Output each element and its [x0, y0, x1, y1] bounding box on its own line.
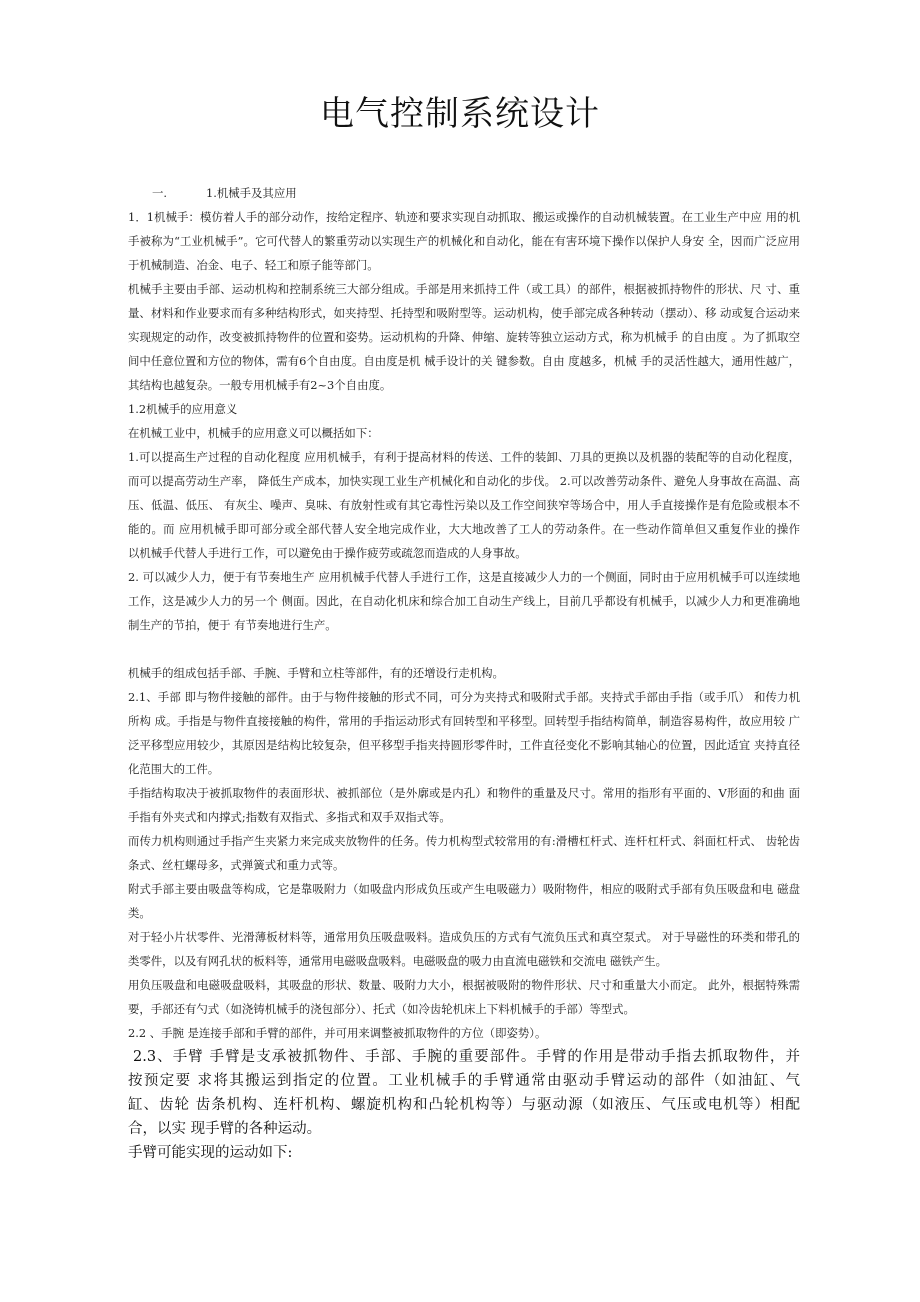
paragraph-line: 量、材料和作业要求而有多种结构形式，如夹持型、托持型和吸附型等。运动机构，使手部完成各种转动（摆动）、移 动或复合运动来 [128, 306, 800, 320]
paragraph-line: 要，手部还有勺式（如浇铸机械手的浇包部分）、托式（如冷齿轮机床上下料机械手的手部）等型式。 [128, 1002, 635, 1016]
paragraph-line: 1．1机械手：模仿着人手的部分动作，按给定程序、轨迹和要求实现自动抓取、搬运或操作的自动机械装置。在工业生产中应 用的机 [128, 210, 800, 224]
paragraph-line: 手臂可能实现的运动如下: [128, 1145, 293, 1161]
paragraph-line: 以机械手代替人手进行工作，可以避免由于操作疲劳或疏忽而造成的人身事故。 [128, 546, 527, 560]
paragraph-line: 手指结构取决于被抓取物件的表面形状、被抓部位（是外廓或是内孔）和物件的重量及尺寸。常用的指形有平面的、V形面的和曲 面 [128, 786, 800, 800]
paragraph-line: 其结构也越复杂。一般专用机械手有2~3个自由度。 [128, 378, 392, 392]
section-heading-text: 1.机械手及其应用 [206, 186, 297, 200]
paragraph [128, 829, 800, 877]
paragraph [128, 973, 800, 1021]
paragraph-line: 附式手部主要由吸盘等构成，它是靠吸附力（如吸盘内形成负压或产生电吸磁力）吸附物件，相应的吸附式手部有负压吸盘和电 磁盘 [128, 882, 800, 896]
paragraph-line: 而传力机构则通过手指产生夹紧力来完成夹放物件的任务。传力机构型式较常用的有:滑槽杠杆式、连杆杠杆式、斜面杠杆式、 齿轮齿 [128, 834, 800, 848]
paragraph-line: 2.1、手部 即与物件接触的部件。由于与物件接触的形式不同，可分为夹持式和吸附式手部。夹持式手部由手指（或手爪） 和传力机 [128, 690, 800, 704]
paragraph-line: 化范围大的工件。 [128, 762, 220, 776]
paragraph [128, 565, 800, 637]
document-body [128, 181, 800, 1165]
document-title: 电气控制系统设计 [320, 94, 600, 134]
paragraph-line: 条式、丝杠螺母多，式弹簧式和重力式等。 [128, 858, 345, 872]
paragraph [128, 661, 800, 685]
paragraph [128, 1021, 800, 1045]
paragraph [128, 1141, 800, 1165]
paragraph-line: 用负压吸盘和电磁吸盘吸料，其吸盘的形状、数量、吸附力大小，根据被吸附的物件形状、尺寸和重量大小而定。 此外，根据特殊需 [128, 978, 800, 992]
paragraph-line: 按预定要 求将其搬运到指定的位置。工业机械手的手臂通常由驱动手臂运动的部件（如油缸、气 [128, 1073, 800, 1089]
paragraph-line: 手指有外夹式和内撑式;指数有双指式、多指式和双手双指式等。 [128, 810, 451, 824]
paragraph-line: 压、低温、低压、 有灰尘、噪声、臭味、有放射性或有其它毒性污染以及工作空间狭窄等场合中，用人手直接操作是有危险或根本不 [128, 498, 800, 512]
paragraph-line: 合，以实 现手臂的各种运动。 [128, 1121, 322, 1137]
paragraph-line: 而可以提高劳动生产率， 降低生产成本，加快实现工业生产机械化和自动化的步伐。 2.可以改善劳动条件、避免人身事故在高温、高 [128, 474, 800, 488]
section-number: 一. [152, 186, 168, 200]
paragraph-line: 手被称为“工业机械手”。它可代替人的繁重劳动以实现生产的机械化和自动化，能在有害环境下操作以保护人身安 全，因而广泛应用 [128, 234, 800, 248]
paragraph-line: 2.3、手臂 手臂是支承被抓物件、手部、手腕的重要部件。手臂的作用是带动手指去抓取物件，并 [133, 1049, 800, 1065]
paragraph [128, 445, 800, 565]
paragraph [128, 397, 800, 421]
paragraph-line: 2. 可以减少人力，便于有节奏地生产 应用机械手代替人手进行工作，这是直接减少人力的一个侧面，同时由于应用机械手可以连续地 [128, 570, 800, 584]
paragraph-line: 类。 [128, 906, 151, 920]
paragraph-line: 实现规定的动作，改变被抓持物件的位置和姿势。运动机构的升降、伸缩、旋转等独立运动方式，称为机械手 的自由度 。为了抓取空 [128, 330, 800, 344]
paragraph-line: 制生产的节拍，便于 有节奏地进行生产。 [128, 618, 337, 632]
paragraph-line: 机械手主要由手部、运动机构和控制系统三大部分组成。手部是用来抓持工件（或工具）的部件，根据被抓持物件的形状、尺 寸、重 [128, 282, 800, 296]
paragraph [128, 877, 800, 925]
paragraph-line [128, 637, 800, 661]
paragraph-line: 缸、齿轮 齿条机构、连杆机构、螺旋机构和凸轮机构等）与驱动源（如液压、气压或电机等）相配 [128, 1097, 800, 1113]
paragraph [128, 685, 800, 781]
paragraph-line: 于机械制造、冶金、电子、轻工和原子能等部门。 [128, 258, 379, 272]
paragraph [128, 637, 800, 661]
paragraph-line: 工作，这是减少人力的另一个 侧面。因此，在自动化机床和综合加工自动生产线上，目前几乎都设有机械手，以减少人力和更准确地 [128, 594, 800, 608]
paragraph [128, 205, 800, 277]
paragraph-line: 1.可以提高生产过程的自动化程度 应用机械手，有利于提高材料的传送、工件的装卸、刀具的更换以及机器的装配等的自动化程度， [128, 450, 800, 464]
paragraph-line: 对于轻小片状零件、光滑薄板材料等，通常用负压吸盘吸料。造成负压的方式有气流负压式和真空泵式。 对于导磁性的环类和带孔的 [128, 930, 800, 944]
paragraph-line: 在机械工业中，机械手的应用意义可以概括如下： [128, 426, 379, 440]
paragraph-line: 间中任意位置和方位的物体，需有6个自由度。自由度是机 械手设计的关 键参数。自由 度越多，机械 手的灵活性越大，通用性越广， [128, 354, 800, 368]
paragraph [128, 781, 800, 829]
paragraph-line: 所构 成。手指是与物件直接接触的构件，常用的手指运动形式有回转型和平移型。回转型手指结构简单，制造容易构件，故应用较 广 [128, 714, 800, 728]
paragraph [128, 421, 800, 445]
paragraph-line: 机械手的组成包括手部、手腕、手臂和立柱等部件，有的还增设行走机构。 [128, 666, 504, 680]
paragraph [128, 277, 800, 397]
paragraph [128, 925, 800, 973]
section-heading [128, 181, 800, 205]
paragraph-line: 泛平移型应用较少，其原因是结构比较复杂，但平移型手指夹持圆形零件时，工件直径变化不影响其轴心的位置，因此适宜 夹持直径 [128, 738, 800, 752]
paragraph-line: 能的。而 应用机械手即可部分或全部代替人安全地完成作业，大大地改善了工人的劳动条件。在一些动作简单但又重复作业的操作 [128, 522, 800, 536]
paragraph-line: 2.2 、手腕 是连接手部和手臂的部件，并可用来调整被抓取物件的方位（即姿势）。 [128, 1026, 547, 1040]
paragraph [128, 1045, 800, 1141]
paragraph-line: 类零件，以及有网孔状的板料等，通常用电磁吸盘吸料。电磁吸盘的吸力由直流电磁铁和交流电 磁铁产生。 [128, 954, 667, 968]
paragraph-line: 1.2机械手的应用意义 [128, 402, 238, 416]
